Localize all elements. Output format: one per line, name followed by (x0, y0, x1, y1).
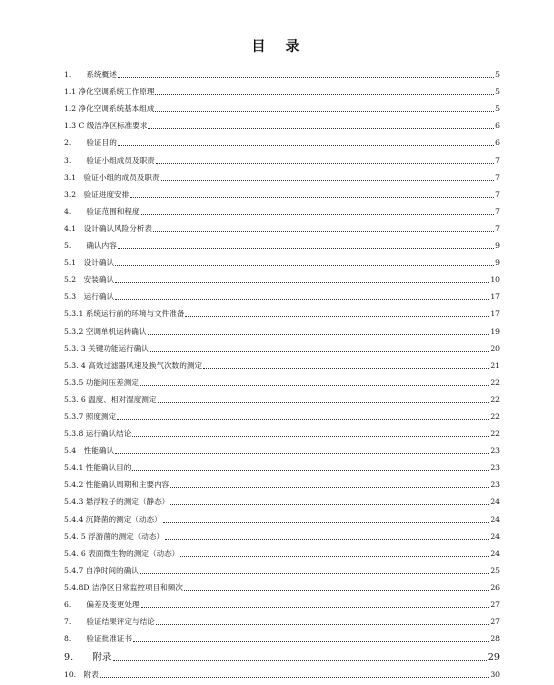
toc-leader-dots (156, 163, 494, 164)
toc-leader-dots (153, 231, 494, 232)
toc-entry-page: 7 (495, 172, 500, 182)
toc-entry[interactable] (64, 576, 500, 593)
page-title: 目 录 (251, 39, 303, 55)
toc-entry-page: 9 (495, 241, 500, 251)
toc-entry-label: 5.4.7 自净时间的确认 (64, 565, 139, 575)
toc-leader-dots (141, 214, 495, 215)
toc-entry-label: 5.4. 5 浮游菌的测定（动态） (64, 531, 165, 541)
toc-entry[interactable] (64, 337, 500, 354)
toc-entry-label: 5.4.3 悬浮粒子的测定（静态） (64, 497, 170, 507)
toc-entry-label: 5.3.7 照度测定 (64, 411, 117, 421)
toc-leader-dots (115, 265, 494, 266)
toc-entry[interactable] (64, 63, 500, 80)
toc-entry-page: 7 (495, 189, 500, 199)
toc-leader-dots (130, 197, 494, 198)
toc-entry-label: 6. 偏差及变更处理 (64, 600, 140, 609)
toc-entry[interactable] (64, 166, 500, 183)
toc-entry-label: 5.4 性能确认 (64, 446, 115, 456)
toc-leader-dots (113, 660, 487, 661)
toc-entry-page: 7 (495, 223, 500, 233)
toc-entry-page: 5 (495, 87, 500, 97)
toc-entry-label: 5.4.4 沉降菌的测定（动态） (64, 514, 162, 524)
toc-leader-dots (180, 556, 489, 557)
toc-entry-label: 5.3. 6 温度、相对湿度测定 (64, 394, 157, 404)
toc-leader-dots (165, 539, 489, 540)
toc-leader-dots (203, 368, 489, 369)
toc-leader-dots (156, 624, 490, 625)
toc-entry[interactable] (64, 663, 500, 680)
toc-entry-page: 22 (490, 429, 500, 439)
toc-entry[interactable] (64, 388, 500, 405)
toc-entry-label: 5.3.1 系统运行前的环境与文件准备 (64, 309, 185, 319)
toc-leader-dots (100, 677, 489, 678)
toc-entry[interactable] (64, 97, 500, 114)
toc-entry-page: 5 (495, 70, 500, 80)
toc-entry[interactable] (64, 542, 500, 559)
toc-entry[interactable] (64, 593, 500, 610)
toc-leader-dots (155, 94, 494, 95)
toc-leader-dots (133, 641, 489, 642)
toc-entry-label: 3.2 验证进度安排 (64, 189, 130, 199)
toc-entry-label: 3. 验证小组成员及职责 (64, 155, 155, 165)
toc-entry-page: 29 (487, 652, 500, 664)
toc-entry-label: 5.3. 3 关键功能运行确认 (64, 343, 149, 353)
toc-leader-dots (118, 145, 494, 146)
toc-entry-label: 5.3.2 空调单机运转确认 (64, 326, 147, 336)
toc-entry-page: 22 (490, 394, 500, 404)
toc-entry-page: 17 (490, 309, 500, 319)
toc-entry[interactable] (64, 405, 500, 422)
toc-entry-page: 24 (490, 531, 500, 541)
toc-entry-label: 4.1 设计确认风险分析表 (64, 223, 153, 233)
toc-entry-label: 5.2 安装确认 (64, 275, 115, 285)
toc-entry-page: 10 (490, 275, 500, 285)
toc-leader-dots (170, 487, 489, 488)
toc-entry[interactable] (64, 114, 500, 131)
toc-entry-label: 1.2 净化空调系统基本组成 (64, 104, 155, 114)
toc-entry-label: 5.1 设计确认 (64, 258, 115, 268)
toc-leader-dots (185, 316, 489, 317)
toc-entry-label: 9. 附录 (64, 652, 112, 664)
toc-entry-label: 5.3. 4 高效过滤器风速及换气次数的测定 (64, 360, 203, 370)
toc-entry-label: 4. 验证范围和程度 (64, 206, 140, 216)
toc-entry-page: 28 (490, 634, 500, 644)
toc-leader-dots (148, 128, 494, 129)
toc-entry-page: 21 (490, 360, 500, 370)
toc-leader-dots (132, 470, 489, 471)
toc-entry-page: 24 (490, 548, 500, 558)
toc-leader-dots (117, 419, 489, 420)
toc-entry[interactable] (64, 422, 500, 439)
toc-leader-dots (170, 504, 489, 505)
toc-entry[interactable] (64, 473, 500, 490)
toc-entry-page: 25 (490, 565, 500, 575)
toc-entry-page: 23 (490, 463, 500, 473)
toc-entry-label: 1. 系统概述 (64, 70, 117, 80)
toc-entry[interactable] (64, 525, 500, 542)
toc-entry[interactable] (64, 559, 500, 576)
toc-entry-page: 9 (495, 258, 500, 268)
toc-leader-dots (141, 607, 490, 608)
toc-entry-page: 22 (490, 377, 500, 387)
toc-entry[interactable] (64, 644, 500, 663)
toc-entry-page: 27 (490, 600, 500, 609)
toc-entry[interactable] (64, 268, 500, 285)
toc-leader-dots (140, 385, 489, 386)
toc-entry-page: 6 (495, 121, 500, 131)
toc-leader-dots (161, 180, 495, 181)
toc-entry-label: 10. 附表 (64, 670, 99, 680)
toc-entry-label: 5.3.8 运行确认结论 (64, 429, 132, 439)
toc-entry[interactable] (64, 285, 500, 302)
toc-leader-dots (118, 77, 494, 78)
toc-entry-page: 7 (495, 155, 500, 165)
toc-entry[interactable] (64, 302, 500, 319)
toc-entry[interactable] (64, 131, 500, 148)
toc-leader-dots (132, 436, 489, 437)
toc-leader-dots (148, 334, 490, 335)
toc-entry-page: 24 (490, 497, 500, 507)
toc-entry-label: 3.1 验证小组的成员及职责 (64, 172, 160, 182)
toc-entry-page: 22 (490, 411, 500, 421)
toc-leader-dots (115, 299, 489, 300)
toc-entry-label: 8. 验证批准证书 (64, 634, 132, 644)
toc-entry[interactable] (64, 148, 500, 165)
toc-entry-page: 5 (495, 104, 500, 114)
toc-leader-dots (140, 573, 489, 574)
toc-entry[interactable] (64, 610, 500, 627)
toc-entry-page: 23 (490, 480, 500, 490)
toc-entry-label: 5.4.8D 洁净区日常监控项目和频次 (64, 582, 183, 592)
toc-leader-dots (150, 351, 489, 352)
toc-entry-label: 5. 确认内容 (64, 241, 117, 251)
toc-entry[interactable] (64, 217, 500, 234)
table-of-contents (64, 63, 500, 680)
toc-leader-dots (158, 402, 490, 403)
toc-entry-page: 7 (495, 206, 500, 216)
toc-entry-label: 5.4.1 性能确认目的 (64, 463, 132, 473)
toc-entry-page: 17 (490, 292, 500, 302)
toc-entry-page: 19 (490, 326, 500, 336)
toc-leader-dots (115, 282, 489, 283)
toc-entry[interactable] (64, 200, 500, 217)
toc-entry-page: 6 (495, 138, 500, 148)
toc-entry-label: 5.3.5 功能间压差测定 (64, 377, 139, 387)
toc-entry[interactable] (64, 371, 500, 388)
toc-entry[interactable] (64, 354, 500, 371)
toc-entry[interactable] (64, 456, 500, 473)
toc-leader-dots (115, 453, 489, 454)
toc-entry-page: 30 (490, 670, 500, 680)
toc-entry[interactable] (64, 234, 500, 251)
toc-entry[interactable] (64, 319, 500, 336)
toc-entry[interactable] (64, 80, 500, 97)
toc-entry-page: 23 (490, 446, 500, 456)
toc-entry-page: 24 (490, 514, 500, 524)
toc-leader-dots (118, 248, 494, 249)
toc-entry-page: 26 (490, 582, 500, 592)
toc-entry[interactable] (64, 183, 500, 200)
toc-entry[interactable] (64, 627, 500, 644)
toc-entry-label: 2. 验证目的 (64, 138, 117, 148)
toc-entry[interactable] (64, 490, 500, 507)
toc-leader-dots (163, 522, 490, 523)
toc-entry-label: 5.3 运行确认 (64, 292, 115, 302)
toc-entry-label: 5.4.2 性能确认周期和主要内容 (64, 480, 170, 490)
toc-entry[interactable] (64, 439, 500, 456)
toc-entry[interactable] (64, 507, 500, 524)
toc-leader-dots (184, 590, 489, 591)
toc-entry-label: 1.3 C 级洁净区标准要求 (64, 121, 148, 131)
toc-entry-page: 20 (490, 343, 500, 353)
toc-entry[interactable] (64, 251, 500, 268)
toc-entry-label: 7. 验证结果评定与结论 (64, 617, 155, 627)
toc-entry-label: 1.1 净化空调系统工作原理 (64, 87, 155, 97)
toc-leader-dots (155, 111, 494, 112)
toc-entry-page: 27 (490, 617, 500, 627)
toc-entry-label: 5.4. 6 表面微生物的测定（动态） (64, 548, 180, 558)
